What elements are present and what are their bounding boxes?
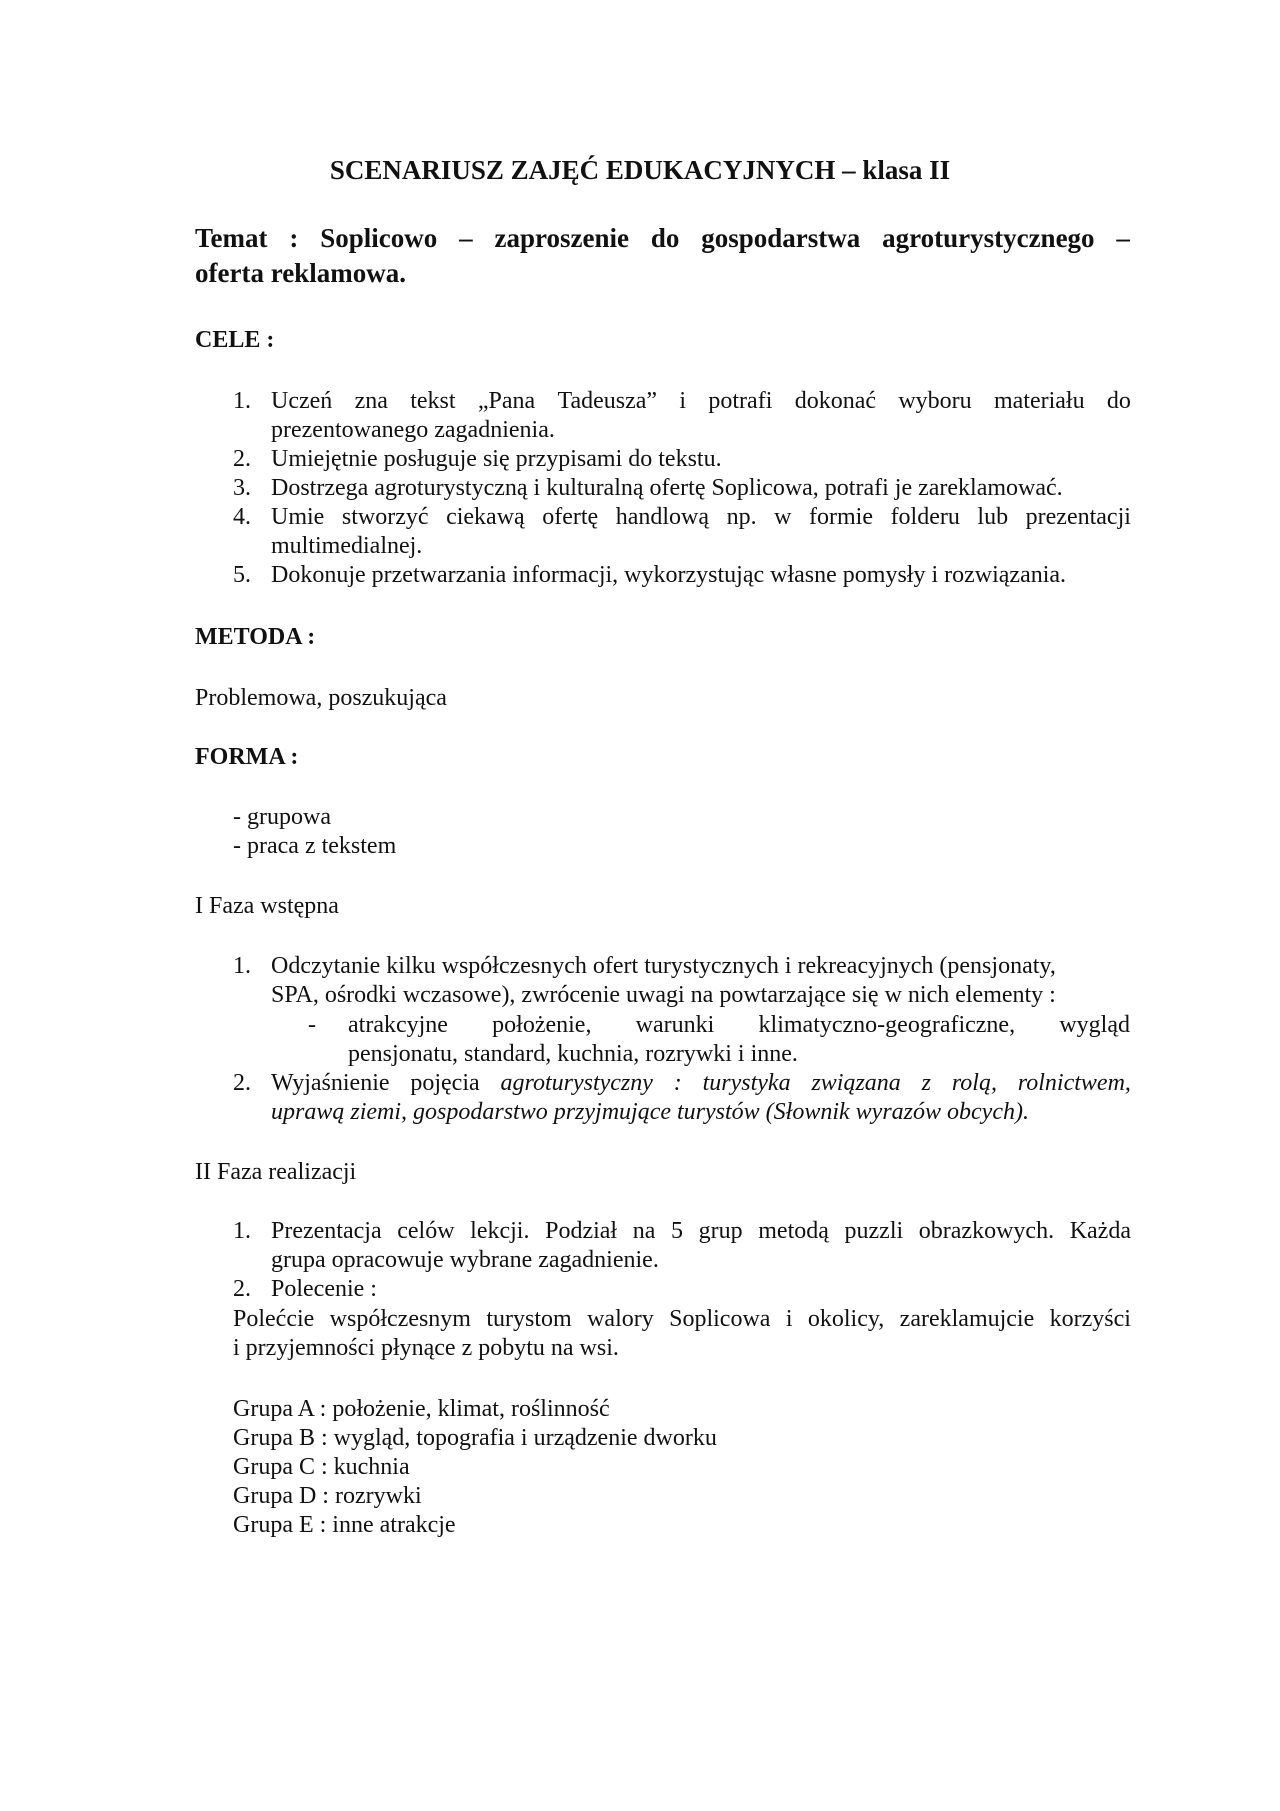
faza1-sub-word: atrakcyjne: [348, 1012, 448, 1038]
cele-item-4-word: np.: [726, 504, 757, 530]
topic-word: Temat: [195, 223, 268, 253]
topic-word: zaproszenie: [494, 223, 629, 253]
cele-item-1-word: Uczeń: [271, 388, 333, 414]
cele-item-1-word: „Pana: [477, 388, 536, 414]
cele-item-1-number: 1.: [233, 388, 251, 414]
cele-item-1-word: do: [1106, 388, 1131, 414]
faza1-item-2-italic-word: turystyka: [702, 1070, 791, 1096]
metoda-text: Problemowa, poszukująca: [195, 685, 447, 711]
cele-item-1-word: dokonać: [794, 388, 876, 414]
faza1-sub-word: położenie,: [492, 1012, 592, 1038]
faza2-item-1-word: na: [632, 1218, 656, 1244]
cele-item-3-number: 3.: [233, 475, 251, 501]
faza2-item-2-number: 2.: [233, 1276, 251, 1302]
polecenie-word: i: [785, 1306, 793, 1332]
cele-item-4-line-1: [271, 504, 1131, 531]
cele-item-1-word: Tadeusza”: [557, 388, 658, 414]
cele-item-1-line-2: prezentowanego zagadnienia.: [271, 417, 555, 443]
faza1-item-2-number: 2.: [233, 1070, 251, 1096]
polecenie-word: walory: [587, 1306, 654, 1332]
cele-item-5-number: 5.: [233, 562, 251, 588]
cele-item-4-word: lub: [977, 504, 1009, 530]
faza1-item-2-word: pojęcia: [410, 1070, 480, 1096]
cele-item-2-text: Umiejętnie posługuje się przypisami do tekstu.: [271, 446, 722, 472]
faza1-item-2-italic-word: agroturystyczny: [500, 1070, 653, 1096]
cele-item-1-word: i: [679, 388, 687, 414]
faza2-item-1-word: Prezentacja: [271, 1218, 382, 1244]
topic-word: :: [289, 223, 299, 253]
polecenie-word: turystom: [486, 1306, 572, 1332]
polecenie-word: Polećcie: [233, 1306, 315, 1332]
faza1-item-2-italic-word: związana: [811, 1070, 901, 1096]
polecenie-word: okolicy,: [807, 1306, 885, 1332]
cele-item-2-number: 2.: [233, 446, 251, 472]
group-a: Grupa A : położenie, klimat, roślinność: [233, 1396, 610, 1422]
faza1-sub-word: warunki: [635, 1012, 715, 1038]
faza1-sub-line-2: pensjonatu, standard, kuchnia, rozrywki i inne.: [348, 1041, 798, 1067]
polecenie-word: korzyści: [1049, 1306, 1131, 1332]
faza2-item-1-word: celów: [397, 1218, 455, 1244]
cele-item-4-word: stworzyć: [341, 504, 429, 530]
faza1-item-2-italic-word: :: [673, 1070, 682, 1096]
faza2-item-1-word: obrazkowych.: [918, 1218, 1055, 1244]
faza1-item-1-number: 1.: [233, 953, 251, 979]
faza2-item-1-word: 5: [671, 1218, 683, 1244]
polecenie-line-1: [233, 1306, 1131, 1333]
forma-heading: FORMA :: [195, 744, 299, 770]
cele-item-4-word: prezentacji: [1025, 504, 1131, 530]
faza1-sub-word: klimatyczno-geograficzne,: [758, 1012, 1016, 1038]
faza1-sub-word: wygląd: [1059, 1012, 1130, 1038]
faza2-item-1-number: 1.: [233, 1218, 251, 1244]
faza1-item-2-line-2: uprawą ziemi, gospodarstwo przyjmujące turystów (Słownik wyrazów obcych).: [271, 1099, 1029, 1125]
faza1-heading: I Faza wstępna: [195, 893, 339, 919]
cele-item-4-line-2: multimedialnej.: [271, 533, 423, 559]
polecenie-line-2: i przyjemności płynące z pobytu na wsi.: [233, 1335, 619, 1361]
cele-item-4-word: Umie: [271, 504, 325, 530]
faza2-item-1-word: Każda: [1069, 1218, 1131, 1244]
cele-item-4-word: formie: [809, 504, 874, 530]
faza1-item-2-italic-word: z: [921, 1070, 931, 1096]
document-title: SCENARIUSZ ZAJĘĆ EDUKACYJNYCH – klasa II: [329, 155, 951, 185]
faza2-item-1-word: grup: [698, 1218, 743, 1244]
faza2-item-1-word: lekcji.: [470, 1218, 530, 1244]
topic-word: agroturystycznego: [882, 223, 1095, 253]
topic-word: do: [650, 223, 680, 253]
cele-item-1-word: tekst: [410, 388, 456, 414]
cele-item-1-word: materiału: [993, 388, 1085, 414]
group-e: Grupa E : inne atrakcje: [233, 1512, 456, 1538]
faza1-item-2-italic-word: rolnictwem,: [1017, 1070, 1131, 1096]
cele-item-4-word: w: [774, 504, 792, 530]
topic-line-2: oferta reklamowa.: [195, 258, 406, 288]
faza2-item-1-word: puzzli: [844, 1218, 904, 1244]
faza2-item-1-line-1: [271, 1218, 1131, 1245]
faza2-item-1-word: Podział: [545, 1218, 618, 1244]
cele-item-4-word: handlową: [615, 504, 710, 530]
faza1-item-2-line-1: [271, 1070, 1131, 1097]
cele-item-1-word: wyboru: [898, 388, 972, 414]
topic-word: –: [1116, 223, 1130, 253]
forma-item-1: - grupowa: [233, 804, 331, 830]
polecenie-word: zareklamujcie: [899, 1306, 1035, 1332]
topic-word: –: [459, 223, 473, 253]
forma-item-2: - praca z tekstem: [233, 833, 397, 859]
cele-item-4-word: ciekawą: [446, 504, 525, 530]
cele-item-1-line-1: [271, 388, 1131, 415]
faza2-item-1-word: metodą: [758, 1218, 829, 1244]
topic-word: Soplicowo: [320, 223, 438, 253]
faza2-item-2-text: Polecenie :: [271, 1276, 377, 1302]
faza1-item-1-line-2: SPA, ośrodki wczasowe), zwrócenie uwagi na powtarzające się w nich elementy :: [271, 982, 1056, 1008]
cele-item-5-text: Dokonuje przetwarzania informacji, wykorzystując własne pomysły i rozwiązania.: [271, 562, 1067, 588]
faza1-sub-line-1: [348, 1012, 1130, 1039]
group-b: Grupa B : wygląd, topografia i urządzenie dworku: [233, 1425, 717, 1451]
faza1-item-2-italic-word: rolą,: [951, 1070, 997, 1096]
cele-item-1-word: potrafi: [708, 388, 773, 414]
cele-item-3-text: Dostrzega agroturystyczną i kulturalną ofertę Soplicowa, potrafi je zareklamować.: [271, 475, 1063, 501]
cele-item-4-number: 4.: [233, 504, 251, 530]
polecenie-word: współczesnym: [329, 1306, 471, 1332]
group-c: Grupa C : kuchnia: [233, 1454, 410, 1480]
cele-item-4-word: folderu: [890, 504, 960, 530]
topic-word: gospodarstwa: [701, 223, 861, 253]
metoda-heading: METODA :: [195, 624, 316, 650]
faza1-item-2-word: Wyjaśnienie: [271, 1070, 390, 1096]
topic-line-1: [195, 223, 1130, 254]
faza2-item-1-line-2: grupa opracowuje wybrane zagadnienie.: [271, 1247, 659, 1273]
cele-item-1-word: zna: [354, 388, 388, 414]
faza1-item-1-line-1: Odczytanie kilku współczesnych ofert turystycznych i rekreacyjnych (pensjonaty,: [271, 953, 1056, 979]
cele-item-4-word: ofertę: [542, 504, 599, 530]
faza2-heading: II Faza realizacji: [195, 1159, 357, 1185]
group-d: Grupa D : rozrywki: [233, 1483, 422, 1509]
cele-heading: CELE :: [195, 327, 275, 353]
polecenie-word: Soplicowa: [669, 1306, 771, 1332]
faza1-sub-dash: -: [308, 1012, 316, 1038]
